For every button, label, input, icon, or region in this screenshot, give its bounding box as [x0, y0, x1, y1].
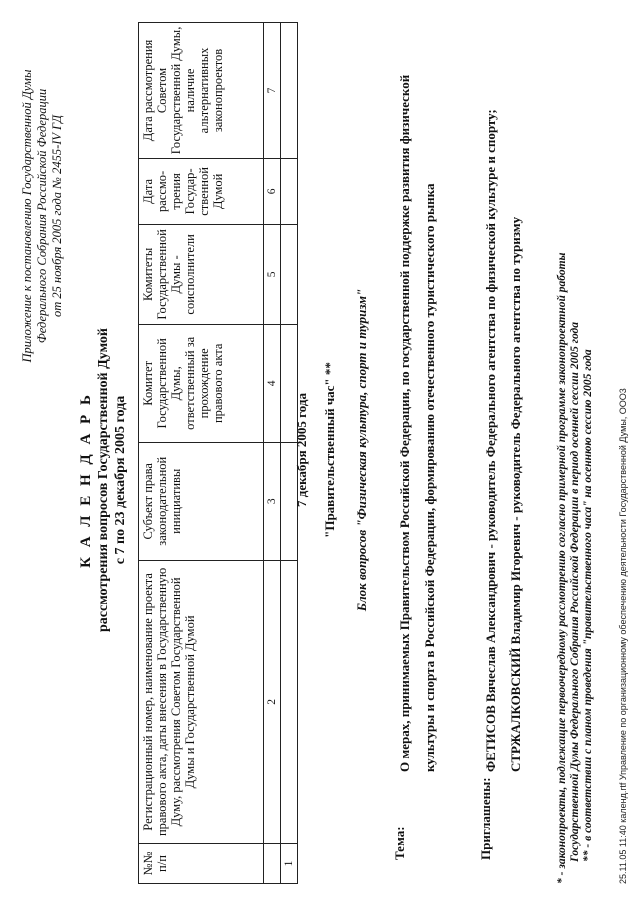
- appendix-note: [20, 36, 65, 396]
- invited-list: [478, 32, 528, 772]
- footer-meta: 25.11.05 11:40 календ.rtf Управление по организационному обеспечению деятельности Государственной Думы, ООО3: [618, 388, 628, 884]
- footnote-line: * - законопроекты, подлежащие первоочередному рассмотрению согласно примерной программе законопроектной работы: [556, 252, 568, 884]
- topic-label: Тема:: [392, 826, 407, 860]
- block-heading: Блок вопросов "Физическая культура, спорт и туризм": [354, 288, 369, 612]
- col-header-duma-date: Дата рассмо-трения Государ-ственной Думой: [139, 158, 264, 224]
- table-cell: 5: [264, 224, 281, 324]
- table-row: [264, 23, 281, 884]
- table-header-row: [139, 23, 264, 884]
- footnote-line: Государственной Думы Федерального Собрания Российской Федерации в период осенней сессии 2005 года: [569, 321, 581, 862]
- appendix-line: от 25 ноября 2005 года № 2455-IV ГД: [50, 114, 64, 318]
- col-header-act: Регистрационный номер, наименование проекта правового акта, даты внесения в Государственную Думу, рассмотрения Советом Государственной Думы и Государственной Думой: [139, 560, 264, 843]
- document-title: [78, 210, 129, 750]
- col-header-subject: Субъект права законодательной инициативы: [139, 442, 264, 560]
- col-header-council-date: Дата рассмотрения Советом Государственной Думы, наличие альтернативных законопроектов: [139, 23, 264, 159]
- topic-text: О мерах, принимаемых Правительством Российской Федерации, по государственной поддержке развития физической культуры и спорта в Российской Федерации, формированию отечественного туристического рынка: [397, 74, 437, 772]
- title-subtitle: рассмотрения вопросов Государственной Думой: [96, 328, 111, 633]
- appendix-line: Федерального Собрания Российской Федерации: [35, 88, 49, 344]
- invited-person: СТРЖАЛКОВСКИЙ Владимир Игоревич - руководитель Федерального агентства по туризму: [508, 216, 523, 772]
- table-cell: 3: [264, 442, 281, 560]
- table-cell: [264, 844, 281, 884]
- col-header-committee: Комитет Государственной Думы, ответственный за прохождение правового акта: [139, 324, 264, 442]
- calendar-table: [138, 22, 298, 884]
- date-heading: 7 декабря 2005 года: [294, 393, 309, 507]
- col-header-number: №№ п/п: [139, 844, 264, 884]
- table-cell: 4: [264, 324, 281, 442]
- title-period: с 7 по 23 декабря 2005 года: [113, 395, 128, 565]
- table-cell: 6: [264, 158, 281, 224]
- invited-person: ФЕТИСОВ Вячеслав Александрович - руководитель Федерального агентства по физической культуре и спорту;: [483, 109, 498, 772]
- table-cell: 7: [264, 23, 281, 159]
- table-cell: 2: [264, 560, 281, 843]
- title-calendar: К А Л Е Н Д А Р Ь: [78, 392, 94, 568]
- col-header-co-committees: Комитеты Государственной Думы - соисполнители: [139, 224, 264, 324]
- footnote-line: ** - в соответствии с планом проведения "правительственного часа" на осеннюю сессию 2005 года: [582, 349, 594, 862]
- invited-label: Приглашены:: [478, 777, 493, 860]
- table-cell: 1: [281, 844, 298, 884]
- footnotes: [556, 24, 595, 884]
- government-hour-heading: "Правительственный час" **: [322, 362, 337, 538]
- appendix-line: Приложение к постановлению Государственной Думы: [20, 69, 34, 363]
